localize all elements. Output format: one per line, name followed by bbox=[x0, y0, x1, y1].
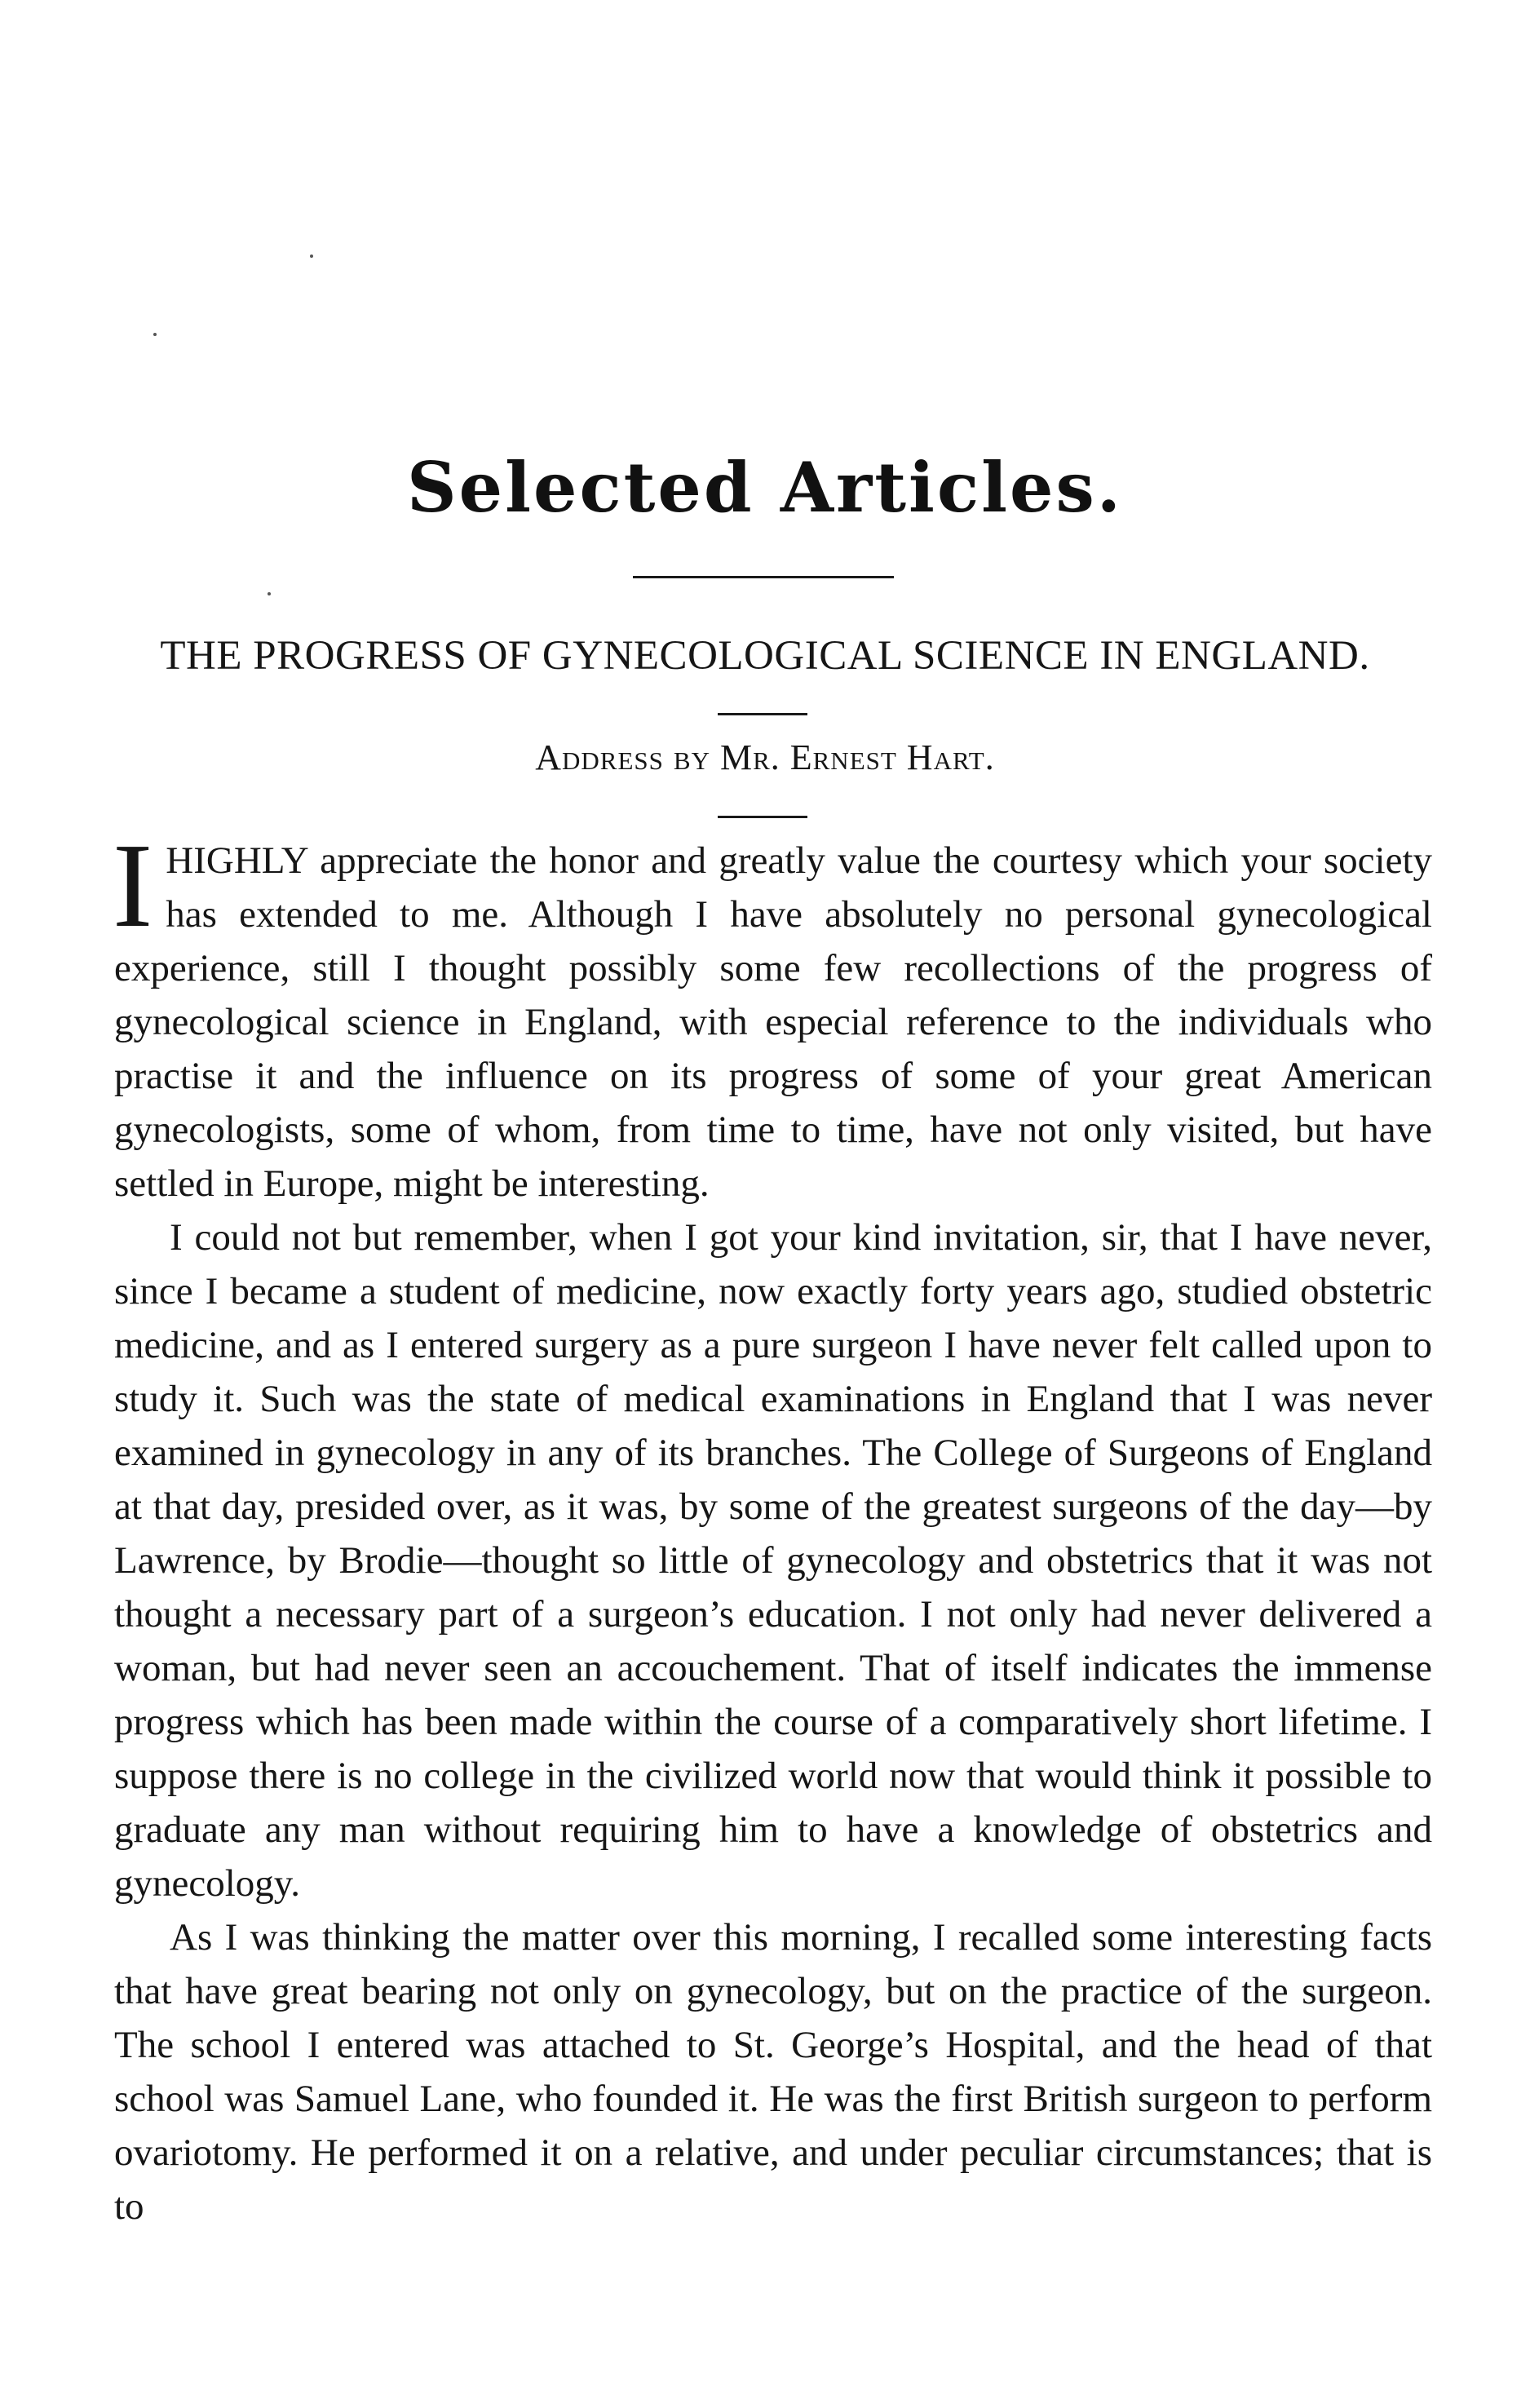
paragraph-2: I could not but remember, when I got your kind invitation, sir, that I have never, since I became a student of medicine, now exactly forty years ago, studied obstetric medicine, and as I entered surgery as a pure surgeon I have never felt called upon to study it. Such was the state of medical examinations in England that I was never examined in gynecology in any of its branches. The College of Surgeons of England at that day, presided over, as it was, by some of the greatest surgeons of the day—by Lawrence, by Brodie—thought so little of gynecology and obstetrics that it was not thought a necessary part of a surgeon’s education. I not only had never delivered a woman, but had never seen an accouchement. That of itself indicates the immense progress which has been made within the course of a comparatively short lifetime. I suppose there is no college in the civilized world now that would think it possible to graduate any man without requiring him to have a knowledge of obstetrics and gynecology. bbox=[114, 1216, 1432, 1905]
title-rule bbox=[718, 713, 807, 715]
print-speck bbox=[153, 333, 157, 336]
byline-rule bbox=[718, 816, 807, 818]
section-heading: Selected Articles. bbox=[406, 447, 1123, 528]
print-speck bbox=[268, 592, 271, 595]
article-byline: Address by Mr. Ernest Hart. bbox=[535, 737, 995, 777]
paragraph-3: As I was thinking the matter over this morning, I recalled some interesting facts that have great bearing not only on gynecology, but on the practice of the surgeon. The school I entered was attached to St. George’s Hospital, and the head of that school was Samuel Lane, who founded it. He was the first British surgeon to perform ovariotomy. He performed it on a relative, and under peculiar circumstances; that is to bbox=[114, 1916, 1432, 2228]
article-body bbox=[113, 819, 1432, 2233]
paragraph-1-text: HIGHLY appreciate the honor and greatly value the courtesy which your society has extended to me. Although I have absolutely no personal gynecological experience, still I thought possibly some few recollections of the progress of gynecological science in England, with especial reference to the individuals who practise it and the influence on its progress of some of your great American gynecologists, some of whom, from time to time, have not only visited, but have settled in Europe, might be interesting. bbox=[114, 839, 1432, 1205]
drop-cap: I bbox=[113, 819, 153, 953]
paragraph-1 bbox=[113, 819, 1432, 1211]
print-speck bbox=[310, 255, 313, 258]
heading-rule bbox=[633, 576, 894, 578]
article-title: THE PROGRESS OF GYNECOLOGICAL SCIENCE IN ENGLAND. bbox=[160, 633, 1370, 679]
